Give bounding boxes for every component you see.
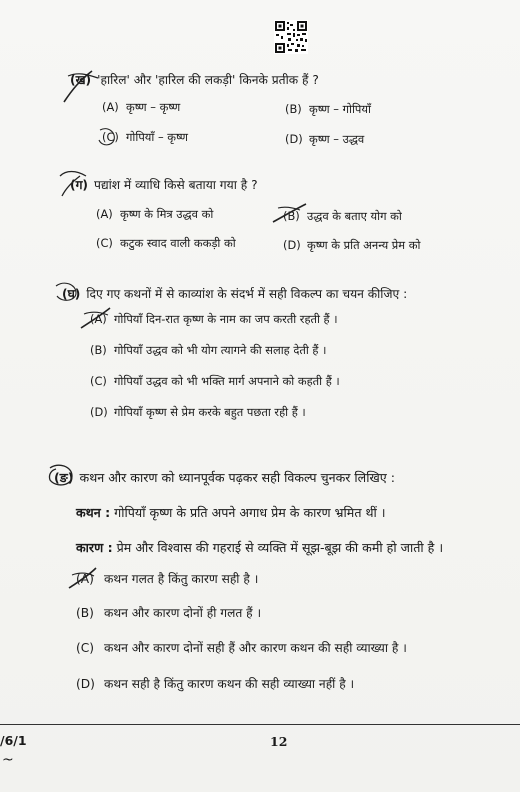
qr-code-icon [274,20,308,54]
question-label: (घ) [62,287,81,301]
option-nga-a: (A) कथन गलत है किंतु कारण सही है । [76,572,259,586]
option-gha-b: (B) गोपियाँ उद्धव को भी योग त्यागने की सलाह देती हैं । [90,343,327,357]
assertion-label: कथन : [76,505,111,520]
option-gha-a: (A) गोपियाँ दिन-रात कृष्ण के नाम का जप करती रहती हैं । [90,312,338,326]
question-label: (ग) [70,178,89,192]
option-nga-c: (C) कथन और कारण दोनों सही हैं और कारण कथन की सही व्याख्या है । [76,641,407,655]
reason-text: प्रेम और विश्वास की गहराई से व्यक्ति में सूझ-बूझ की कमी हो जाती है । [116,540,444,555]
option-kha-c: (C) गोपियाँ – कृष्ण [102,130,188,144]
option-nga-b: (B) कथन और कारण दोनों ही गलत हैं । [76,606,262,620]
option-kha-b: (B) कृष्ण – गोपियाँ [285,102,371,116]
option-ga-d: (D) कृष्ण के प्रति अनन्य प्रेम को [283,238,421,252]
option-ga-c: (C) कटुक स्वाद वाली ककड़ी को [96,236,236,250]
reason-line [76,540,443,556]
option-kha-d: (D) कृष्ण – उद्धव [285,132,365,146]
option-nga-d: (D) कथन सही है किंतु कारण कथन की सही व्याख्या नहीं है । [76,677,355,691]
option-kha-a: (A) कृष्ण – कृष्ण [102,100,181,114]
question-text: दिए गए कथनों में से काव्यांश के संदर्भ में सही विकल्प का चयन कीजिए : [86,287,408,301]
question-nga [54,470,395,486]
option-gha-c: (C) गोपियाँ उद्धव को भी भक्ति मार्ग अपनाने को कहती हैं । [90,374,340,388]
footer-tilde: ~ [2,752,14,768]
question-kha [70,72,319,88]
question-label: (ङ) [54,470,74,485]
question-label: (ख) [70,73,92,87]
reason-label: कारण : [76,540,113,555]
question-text: कथन और कारण को ध्यानपूर्वक पढ़कर सही विकल्प चुनकर लिखिए : [79,470,395,485]
paper-code: /6/1 [0,733,27,748]
option-ga-a: (A) कृष्ण के मित्र उद्धव को [96,207,214,221]
footer-divider [0,724,520,725]
page-number: 12 [270,734,288,749]
assertion-text: गोपियाँ कृष्ण के प्रति अपने अगाध प्रेम के कारण भ्रमित थीं । [114,505,386,520]
option-ga-b: (B) उद्धव के बताए योग को [283,209,402,223]
assertion-line [76,505,386,521]
question-ga [70,177,258,193]
question-text: पद्यांश में व्याधि किसे बताया गया है ? [94,178,258,192]
question-gha [62,286,407,302]
question-text: 'हारिल' और 'हारिल की लकड़ी' किनके प्रतीक हैं ? [97,73,319,87]
option-gha-d: (D) गोपियाँ कृष्ण से प्रेम करके बहुत पछता रही हैं । [90,405,306,419]
